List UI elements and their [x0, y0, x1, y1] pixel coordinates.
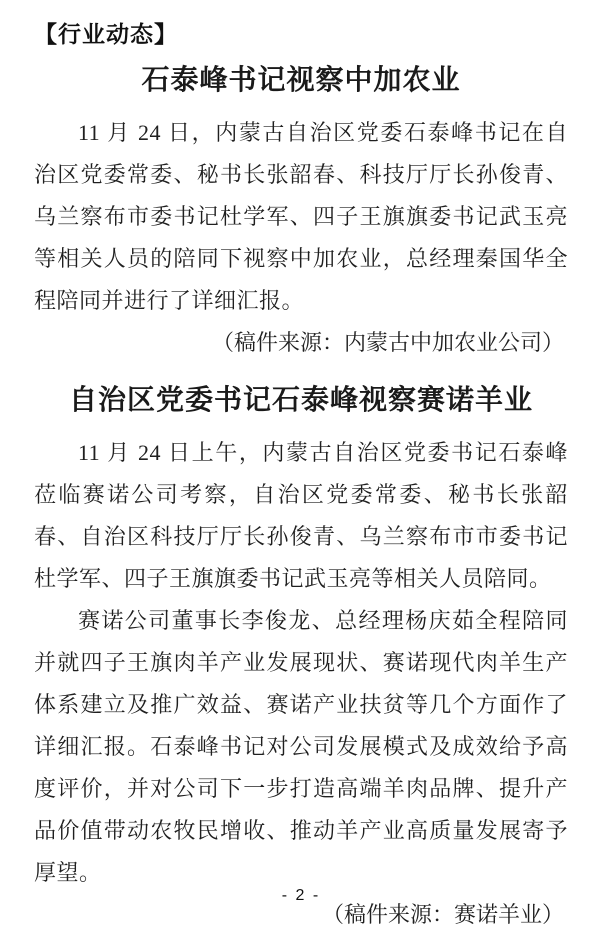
article-second	[34, 380, 568, 927]
article-first-paragraph: 11 月 24 日，内蒙古自治区党委石泰峰书记在自治区党委常委、秘书长张韶春、科技厅厅长孙俊青、乌兰察布市委书记杜学军、四子王旗旗委书记武玉亮等相关人员的陪同下视察中加农业，总经理秦国华全程陪同并进行了详细汇报。	[34, 120, 568, 313]
article-first	[34, 60, 568, 364]
page-number: - 2 -	[281, 887, 321, 904]
article-second-source: （稿件来源：赛诺羊业）	[321, 902, 564, 927]
article-second-paragraph-1: 11 月 24 日上午，内蒙古自治区党委书记石泰峰莅临赛诺公司考察，自治区党委常委、秘书长张韶春、自治区科技厅厅长孙俊青、乌兰察布市市委书记杜学军、四子王旗旗委书记武玉亮等相关人员陪同。	[34, 440, 568, 591]
article-first-source: （稿件来源：内蒙古中加农业公司）	[211, 330, 564, 355]
section-tag: 【行业动态】	[34, 21, 178, 47]
article-first-title: 石泰峰书记视察中加农业	[141, 65, 461, 96]
article-second-title: 自治区党委书记石泰峰视察赛诺羊业	[68, 385, 533, 416]
article-second-paragraph-2: 赛诺公司董事长李俊龙、总经理杨庆茹全程陪同并就四子王旗肉羊产业发展现状、赛诺现代肉羊生产体系建立及推广效益、赛诺产业扶贫等几个方面作了详细汇报。石泰峰书记对公司发展模式及成效给予高度评价，并对公司下一步打造高端羊肉品牌、提升产品价值带动农牧民增收、推动羊产业高质量发展寄予厚望。	[34, 608, 568, 885]
